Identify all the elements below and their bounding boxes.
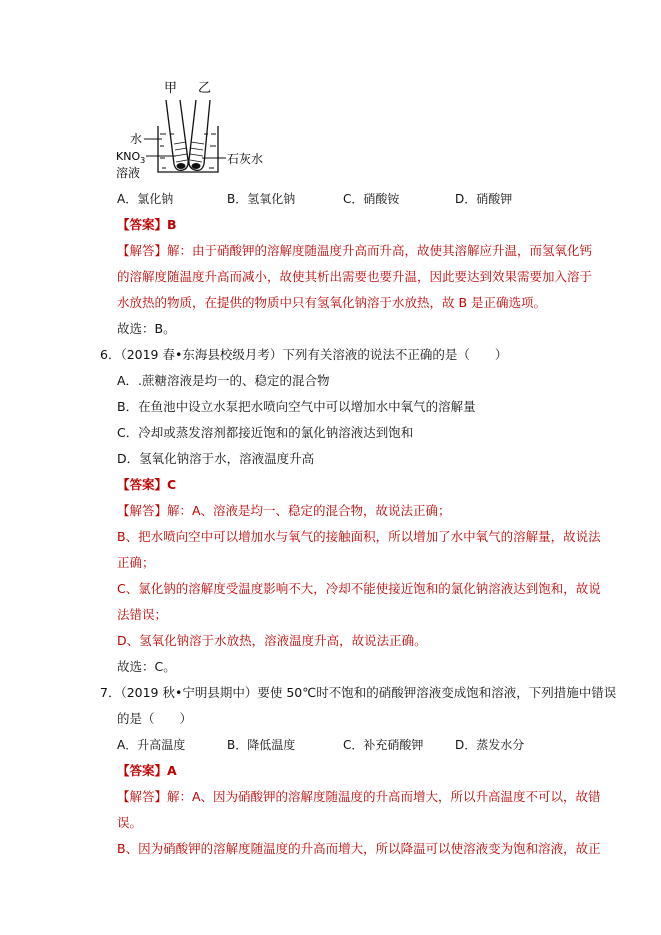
label-jia: 甲 <box>164 81 178 96</box>
test-tube-yi <box>189 100 210 170</box>
q6-option-b: B．在鱼池中设立水泵把水喷向空气中可以增加水中氧气的溶解量 <box>117 399 476 414</box>
q6-option-a: A．.蔗糖溶液是均一的、稳定的混合物 <box>117 373 330 388</box>
q6-analysis-line: 法错误； <box>117 607 168 622</box>
q6-analysis-line: B、把水喷向空中可以增加水与氧气的接触面积，所以增加了水中氧气的溶解量，故说法 <box>117 529 601 544</box>
q7-stem-cont: 的是（ ） <box>117 711 193 726</box>
q6-choose: 故选：C。 <box>117 659 176 674</box>
q7-answer: 【答案】A <box>117 763 177 778</box>
q6-analysis-line: 正确； <box>117 555 155 570</box>
q7-analysis-line: 误。 <box>117 815 143 830</box>
beaker-test-tube-diagram <box>112 80 282 185</box>
label-kno3: $KNO_3$ <box>116 150 146 165</box>
q5-option-a: A．氯化钠 <box>117 192 174 206</box>
q7-option-c: C．补充硝酸钾 <box>343 738 424 752</box>
q5-answer: 【答案】B <box>117 217 177 232</box>
q6-analysis-line: D、氢氧化钠溶于水放热，溶液温度升高，故说法正确。 <box>117 633 427 648</box>
q7-analysis-line: B、因为硝酸钾的溶解度随温度的升高而增大，所以降温可以使溶液变为饱和溶液，故正 <box>117 841 601 856</box>
q5-analysis-line: 水放热的物质，在提供的物质中只有氢氧化钠溶于水放热，故 B 是正确选项。 <box>117 295 547 310</box>
q7-option-b: B．降低温度 <box>227 738 296 752</box>
q6-analysis-line: 【解答】解：A、溶液是均一、稳定的混合物，故说法正确； <box>117 503 451 518</box>
label-water: 水 <box>130 132 143 146</box>
q5-option-d: D．硝酸钾 <box>455 192 513 206</box>
q6-analysis-line: C、氯化钠的溶解度受温度影响不大，冷却不能使接近饱和的氯化钠溶液达到饱和，故说 <box>117 581 601 596</box>
q6-option-d: D．氢氧化钠溶于水，溶液温度升高 <box>117 451 315 466</box>
q6-answer: 【答案】C <box>117 477 177 492</box>
q5-options <box>117 191 567 207</box>
test-tube-jia <box>166 100 188 170</box>
q5-analysis-line: 【解答】解：由于硝酸钾的溶解度随温度升高而升高，故使其溶解应升温，而氢氧化钙 <box>117 243 593 258</box>
q6-stem: 6．（2019 春•东海县校级月考）下列有关溶液的说法不正确的是（ ） <box>100 347 508 362</box>
q7-options <box>117 737 567 753</box>
q5-option-b: B．氢氧化钠 <box>227 192 296 206</box>
label-yi: 乙 <box>198 81 212 96</box>
q6-option-c: C．冷却或蒸发溶剂都接近饱和的氯化钠溶液达到饱和 <box>117 425 414 440</box>
label-kno3-solution: 溶液 <box>116 166 141 180</box>
q5-analysis-line: 的溶解度随温度升高而减小，故使其析出需要也要升温，因此要达到效果需要加入溶于 <box>117 269 593 284</box>
label-limewater: 石灰水 <box>227 152 264 166</box>
q7-option-d: D．蒸发水分 <box>455 738 525 752</box>
q7-analysis-line: 【解答】解：A、因为硝酸钾的溶解度随温度的升高而增大，所以升高温度不可以，故错 <box>117 789 601 804</box>
q7-option-a: A．升高温度 <box>117 738 186 752</box>
q5-option-c: C．硝酸铵 <box>343 192 400 206</box>
experiment-figure <box>112 80 282 185</box>
q5-choose: 故选：B。 <box>117 321 176 336</box>
q7-stem: 7．（2019 秋•宁明县期中）要使 50℃时不饱和的硝酸钾溶液变成饱和溶液，下列措施中错误 <box>100 685 617 700</box>
